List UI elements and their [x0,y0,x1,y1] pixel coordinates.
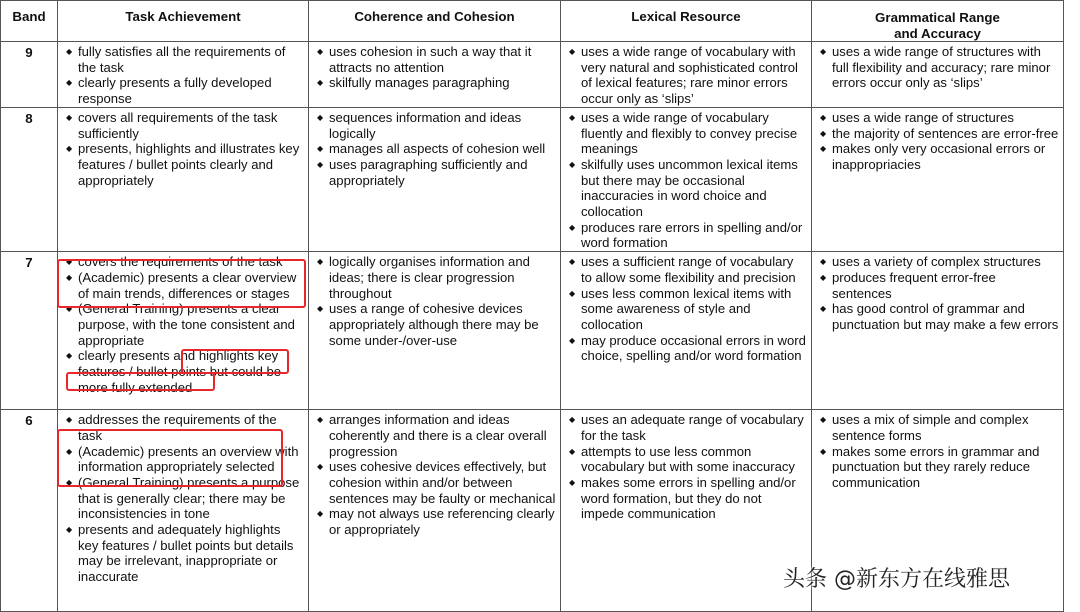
descriptor-item: ◆ uses a sufficient range of vocabulary to allow some flexibility and precision [569,254,807,285]
descriptor-list [561,410,811,522]
descriptor-item: ◆ may produce occasional errors in word choice, spelling and/or word formation [569,333,807,364]
descriptor-item: ◆ addresses the requirements of the task [66,412,304,443]
descriptor-item: ◆ makes only very occasional errors or inappropriacies [820,141,1059,172]
cell-coherence-cohesion [309,252,561,410]
descriptor-item: ◆ (Academic) presents an overview with information appropriately selected [66,444,304,475]
band-number: 6 [1,410,58,612]
descriptor-list [309,410,560,538]
descriptor-item: ◆ uses a variety of complex structures [820,254,1059,270]
cell-grammatical-range [812,107,1064,251]
descriptor-item: ◆ uses paragraphing sufficiently and appropriately [317,157,556,188]
descriptor-item: ◆ makes some errors in grammar and punctuation but they rarely reduce communication [820,444,1059,491]
table-body [1,42,1064,612]
cell-coherence-cohesion [309,410,561,612]
highlight-box-academic-overview-6 [57,429,283,487]
descriptor-item: ◆ uses a mix of simple and complex sentence forms [820,412,1059,443]
cell-grammatical-range [812,252,1064,410]
header-gra-line2: and Accuracy [894,25,981,41]
descriptor-item: ◆ covers all requirements of the task sufficiently [66,110,304,141]
descriptor-list [812,410,1063,491]
cell-task-achievement [58,107,309,251]
descriptor-list [309,252,560,348]
header-lexical-resource: Lexical Resource [561,1,812,42]
descriptor-list [309,108,560,189]
descriptor-list [58,42,308,107]
band-row-8 [1,107,1064,251]
cell-task-achievement [58,42,309,108]
band-number: 7 [1,252,58,410]
descriptor-item: ◆ uses a wide range of vocabulary fluently and flexibly to convey precise meanings [569,110,807,157]
descriptor-item: ◆ uses less common lexical items with some awareness of style and collocation [569,286,807,333]
cell-lexical-resource [561,410,812,612]
descriptor-item: ◆ fully satisfies all the requirements of the task [66,44,304,75]
watermark: 头条 @新东方在线雅思 [783,567,1010,592]
descriptor-item: ◆ logically organises information and ideas; there is clear progression throughout [317,254,556,301]
cell-coherence-cohesion [309,42,561,108]
descriptor-item: ◆ clearly presents a fully developed response [66,75,304,106]
descriptor-item: ◆ uses cohesive devices effectively, but cohesion within and/or between sentences may be faulty or mechanical [317,459,556,506]
band-row-9 [1,42,1064,108]
descriptor-item: ◆ skilfully uses uncommon lexical items but there may be occasional inaccuracies in word choice and collocation [569,157,807,220]
band-number: 9 [1,42,58,108]
descriptor-item: ◆ clearly presents and highlights key features / bullet points but could be more fully extended [66,348,304,395]
header-gra-line1: Grammatical Range [875,10,1000,25]
descriptor-item: ◆ presents and adequately highlights key features / bullet points but details may be irrelevant, inappropriate or inaccurate [66,522,304,585]
highlight-box-academic-overview-7 [57,259,306,308]
descriptor-item: ◆ (Academic) presents a clear overview of main trends, differences or stages [66,270,304,301]
descriptor-list [309,42,560,91]
descriptor-item: ◆ uses a wide range of vocabulary with very natural and sophisticated control of lexical features; rare minor errors occur only as ‘slips’ [569,44,807,107]
header-grammatical-range [812,1,1064,42]
descriptor-item: ◆ produces rare errors in spelling and/or word formation [569,220,807,251]
cell-lexical-resource [561,107,812,251]
cell-lexical-resource [561,42,812,108]
descriptor-item: ◆ may not always use referencing clearly or appropriately [317,506,556,537]
highlight-box-features-bullet-points [66,372,215,391]
descriptor-list [812,42,1063,91]
descriptor-item: ◆ the majority of sentences are error-free [820,126,1059,142]
band-number: 8 [1,107,58,251]
descriptor-item: ◆ has good control of grammar and punctuation but may make a few errors [820,301,1059,332]
descriptor-item: ◆ uses cohesion in such a way that it attracts no attention [317,44,556,75]
descriptor-item: ◆ produces frequent error-free sentences [820,270,1059,301]
descriptor-item: ◆ sequences information and ideas logically [317,110,556,141]
descriptor-item: ◆ manages all aspects of cohesion well [317,141,556,157]
descriptor-item: ◆ (General Training) presents a clear purpose, with the tone consistent and appropriate [66,301,304,348]
descriptor-list [812,252,1063,333]
descriptor-item: ◆ uses a wide range of structures [820,110,1059,126]
cell-coherence-cohesion [309,107,561,251]
descriptor-item: ◆ attempts to use less common vocabulary but with some inaccuracy [569,444,807,475]
descriptor-item: ◆ presents, highlights and illustrates key features / bullet points clearly and appropriately [66,141,304,188]
descriptor-item: ◆ skilfully manages paragraphing [317,75,556,91]
header-band: Band [1,1,58,42]
descriptor-item: ◆ covers the requirements of the task [66,254,304,270]
descriptor-item: ◆ arranges information and ideas coherently and there is a clear overall progression [317,412,556,459]
descriptor-item: ◆ uses a range of cohesive devices appropriately although there may be some under-/over-use [317,301,556,348]
header-coherence-cohesion: Coherence and Cohesion [309,1,561,42]
descriptor-list [561,42,811,107]
descriptor-list [561,108,811,251]
cell-lexical-resource [561,252,812,410]
descriptor-item: ◆ uses an adequate range of vocabulary for the task [569,412,807,443]
header-task-achievement: Task Achievement [58,1,309,42]
header-row [1,1,1064,42]
descriptor-item: ◆ makes some errors in spelling and/or word formation, but they do not impede communication [569,475,807,522]
descriptor-list [812,108,1063,173]
highlight-box-highlights-key [181,349,289,374]
descriptor-list [58,108,308,189]
descriptor-item: ◆ (General Training) presents a purpose that is generally clear; there may be inconsistencies in tone [66,475,304,522]
descriptor-list [561,252,811,364]
descriptor-item: ◆ uses a wide range of structures with full flexibility and accuracy; rare minor errors occur only as ‘slips’ [820,44,1059,91]
cell-grammatical-range [812,42,1064,108]
